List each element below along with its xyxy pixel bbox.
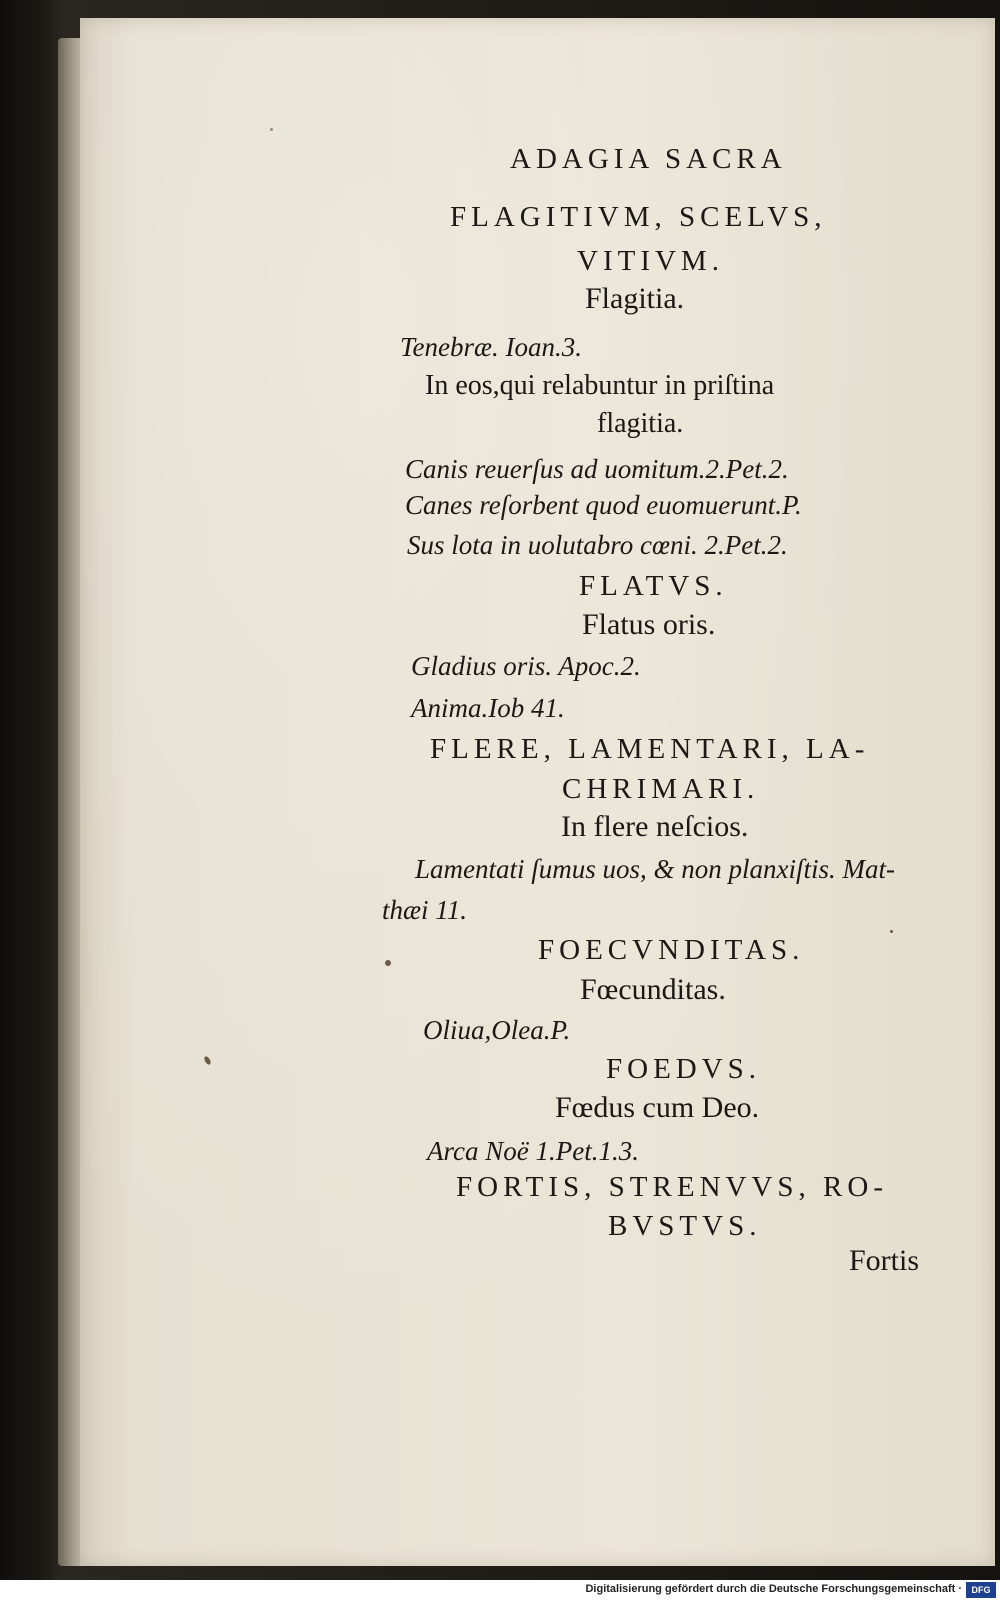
paper-spot xyxy=(203,1055,212,1065)
subheading-foedus-cum-deo: Fœdus cum Deo. xyxy=(555,1091,760,1124)
subheading-foecunditas: Fœcunditas. xyxy=(580,973,726,1006)
heading-fortis-line1: FORTIS, STRENVVS, RO- xyxy=(456,1171,888,1203)
text-relabuntur-line2: flagitia. xyxy=(597,408,684,439)
subheading-in-flere: In flere neſcios. xyxy=(561,810,749,843)
reference-tenebrae: Tenebræ. Ioan.3. xyxy=(400,332,583,362)
heading-foecunditas: FOECVNDITAS. xyxy=(538,934,805,966)
reference-canes: Canes reſorbent quod euomuerunt.P. xyxy=(405,490,802,520)
footer-credit: Digitalisierung gefördert durch die Deutsche Forschungsgemeinschaft · xyxy=(585,1583,962,1595)
reference-oliua: Oliua,Olea.P. xyxy=(423,1015,571,1045)
running-header: ADAGIA SACRA xyxy=(510,143,787,175)
text-relabuntur-line1: In eos,qui relabuntur in priſtina xyxy=(425,370,775,401)
reference-sus: Sus lota in uolutabro cœni. 2.Pet.2. xyxy=(407,530,788,560)
heading-flatus: FLATVS. xyxy=(579,570,728,602)
reference-gladius: Gladius oris. Apoc.2. xyxy=(411,651,641,681)
heading-flere-line1: FLERE, LAMENTARI, LA- xyxy=(430,733,870,765)
reference-canis: Canis reuerſus ad uomitum.2.Pet.2. xyxy=(405,454,789,484)
reference-anima: Anima.Iob 41. xyxy=(411,693,565,723)
heading-flagitium-line1: FLAGITIVM, SCELVS, xyxy=(450,201,827,233)
heading-flere-line2: CHRIMARI. xyxy=(562,773,760,805)
subheading-flatus-oris: Flatus oris. xyxy=(582,608,716,641)
subheading-flagitia: Flagitia. xyxy=(585,282,685,315)
paper-spot xyxy=(890,930,893,933)
reference-arca-noe: Arca Noë 1.Pet.1.3. xyxy=(427,1136,639,1166)
paper-spot xyxy=(385,960,391,966)
digitization-footer xyxy=(0,1580,1000,1601)
paper-spot xyxy=(270,128,273,131)
reference-lamentati-line1: Lamentati ſumus uos, & non planxiſtis. Mat- xyxy=(415,854,896,884)
catchword: Fortis xyxy=(849,1244,920,1277)
heading-flagitium-line2: VITIVM. xyxy=(577,245,724,277)
reference-lamentati-line2: thæi 11. xyxy=(382,895,468,925)
dfg-logo: DFG xyxy=(966,1582,996,1598)
heading-foedus: FOEDVS. xyxy=(606,1053,762,1085)
book-page xyxy=(80,18,995,1566)
heading-fortis-line2: BVSTVS. xyxy=(608,1210,762,1242)
